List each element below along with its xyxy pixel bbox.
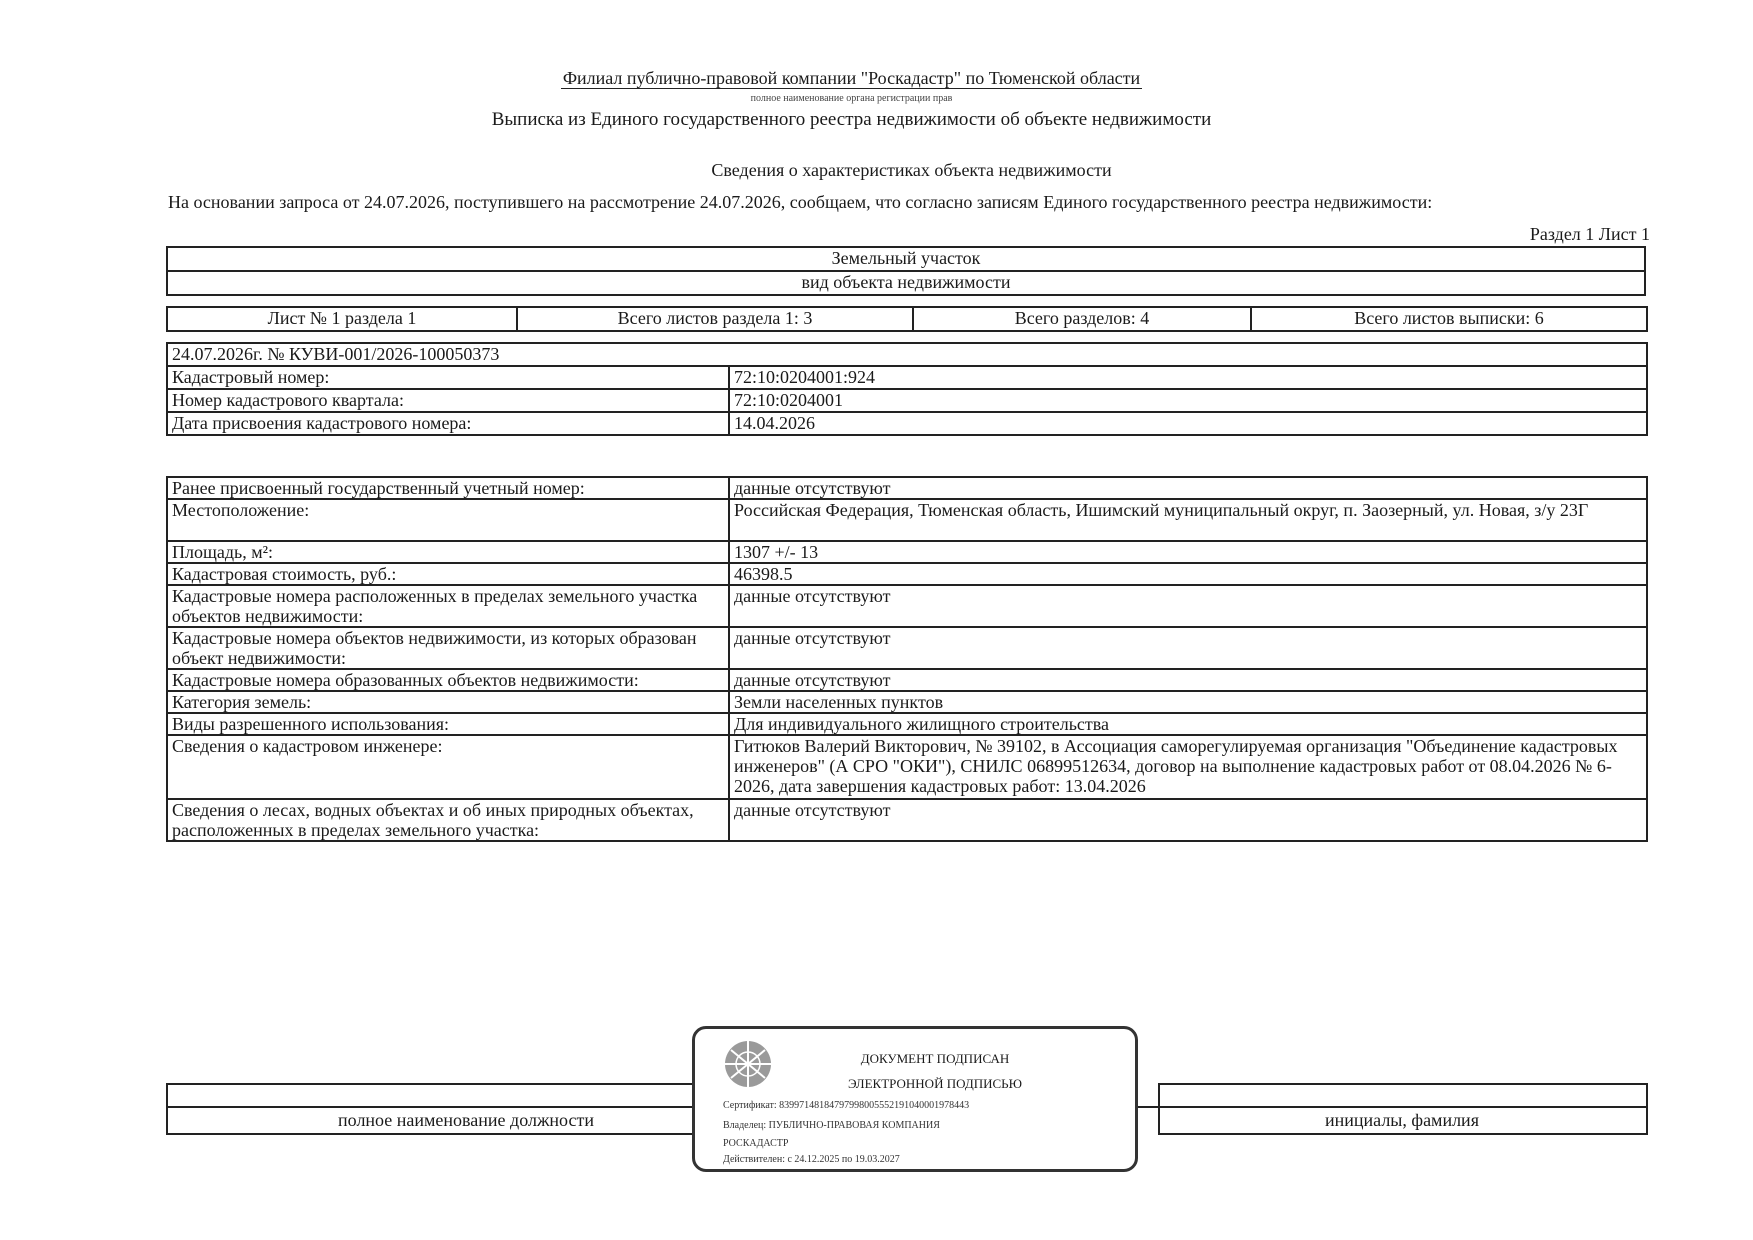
stamp-line-2: ЭЛЕКТРОННОЙ ПОДПИСЬЮ [848,1076,1022,1091]
row-label: Категория земель: [167,691,729,713]
electronic-signature-stamp [692,1026,1138,1172]
row-value: 14.04.2026 [729,412,1647,435]
object-type: Земельный участок [167,247,1645,271]
row-value: Гитюков Валерий Викторович, № 39102, в Ассоциация саморегулируемая организация "Объединение кадастровых инженеров" (А СРО "ОКИ"), СНИЛС 06899512634, договор на выполнение кадастровых работ от 08.04.2026 № 6-2026, дата завершения кадастровых работ: 13.04.2026 [729,735,1647,799]
row-label: Кадастровый номер: [167,366,729,389]
row-value: Российская Федерация, Тюменская область, Ишимский муниципальный округ, п. Заозерный, ул. Новая, з/у 23Г [729,499,1647,541]
organization-caption: полное наименование органа регистрации прав [750,93,953,104]
divider [1090,1106,1646,1108]
row-label: Сведения о кадастровом инженере: [167,735,729,799]
organization-name: Филиал публично-правовой компании "Роскадастр" по Тюменской области [562,68,1141,88]
row-label: Площадь, м²: [167,541,729,563]
stamp-owner-name: РОСКАДАСТР [723,1138,789,1149]
row-label: Дата присвоения кадастрового номера: [167,412,729,435]
row-value: данные отсутствуют [729,585,1647,627]
table-row [167,541,1647,563]
row-value: 72:10:0204001:924 [729,366,1647,389]
total-sheets: Всего листов выписки: 6 [1251,307,1647,331]
identifiers-table [166,342,1648,436]
stamp-owner: Владелец: ПУБЛИЧНО-ПРАВОВАЯ КОМПАНИЯ [723,1120,940,1131]
table-row [167,735,1647,799]
row-label: Кадастровые номера расположенных в пределах земельного участка объектов недвижимости: [167,585,729,627]
table-row [167,389,1647,412]
table-row [167,669,1647,691]
sheet-number: Лист № 1 раздела 1 [167,307,517,331]
row-label: Номер кадастрового квартала: [167,389,729,412]
stamp-line-1: ДОКУМЕНТ ПОДПИСАН [860,1051,1010,1066]
stamp-validity: Действителен: с 24.12.2025 по 19.03.2027 [723,1154,900,1165]
row-label: Сведения о лесах, водных объектах и об иных природных объектах, расположенных в пределах земельного участка: [167,799,729,841]
row-value: данные отсутствуют [729,799,1647,841]
row-label: Виды разрешенного использования: [167,713,729,735]
total-sheets-section: Всего листов раздела 1: 3 [517,307,913,331]
table-row [167,499,1647,541]
document-title: Выписка из Единого государственного реестра недвижимости об объекте недвижимости [491,109,1212,130]
table-row [167,713,1647,735]
extract-date-number: 24.07.2026г. № КУВИ-001/2026-100050373 [167,343,1647,366]
details-table [166,476,1648,842]
row-label: Кадастровая стоимость, руб.: [167,563,729,585]
section-reference: Раздел 1 Лист 1 [1529,224,1650,244]
total-sections: Всего разделов: 4 [913,307,1251,331]
table-row [167,691,1647,713]
position-caption: полное наименование должности [338,1110,594,1130]
row-value: 72:10:0204001 [729,389,1647,412]
row-label: Местоположение: [167,499,729,541]
row-value: 46398.5 [729,563,1647,585]
table-row [167,477,1647,499]
row-value: Земли населенных пунктов [729,691,1647,713]
row-value: данные отсутствуют [729,669,1647,691]
row-value: данные отсутствуют [729,477,1647,499]
object-type-table [166,246,1646,296]
table-row [167,563,1647,585]
section-title: Сведения о характеристиках объекта недвижимости [711,160,1112,180]
row-value: данные отсутствуют [729,627,1647,669]
table-row [167,366,1647,389]
stamp-certificate: Сертификат: 83997148184797998005552191040001978443 [723,1100,970,1111]
object-type-caption: вид объекта недвижимости [167,271,1645,295]
row-label: Ранее присвоенный государственный учетный номер: [167,477,729,499]
sheet-info-table [166,306,1648,332]
row-label: Кадастровые номера образованных объектов недвижимости: [167,669,729,691]
divider [166,1106,696,1108]
row-value: 1307 +/- 13 [729,541,1647,563]
table-row [167,412,1647,435]
intro-text: На основании запроса от 24.07.2026, поступившего на рассмотрение 24.07.2026, сообщаем, что согласно записям Единого государственного реестра недвижимости: [168,192,1433,212]
row-label: Кадастровые номера объектов недвижимости, из которых образован объект недвижимости: [167,627,729,669]
name-caption: инициалы, фамилия [1325,1110,1479,1130]
table-row [167,627,1647,669]
row-value: Для индивидуального жилищного строительства [729,713,1647,735]
table-row [167,799,1647,841]
table-row [167,585,1647,627]
